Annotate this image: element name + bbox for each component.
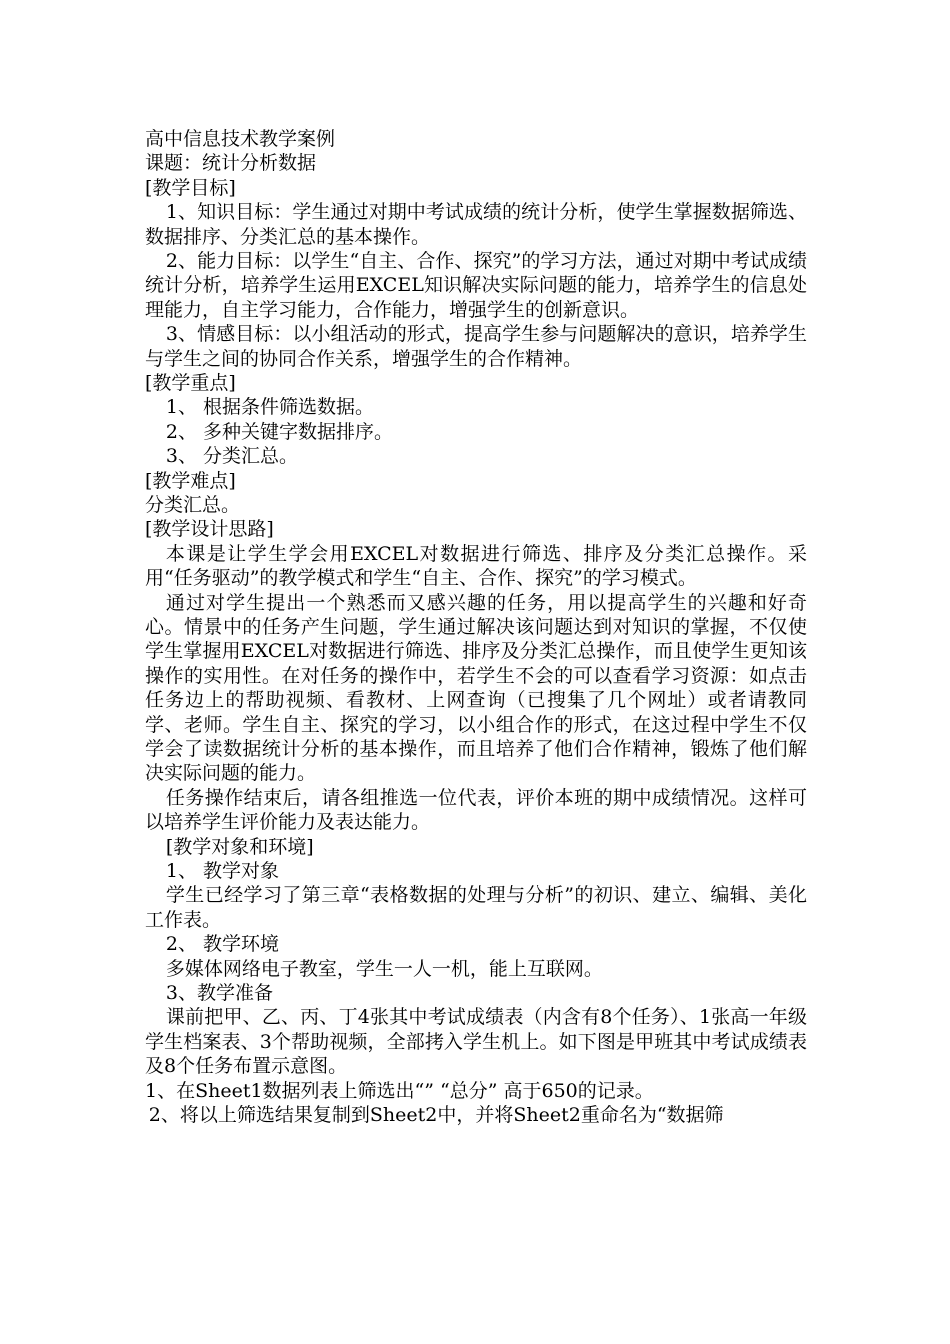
design-paragraph-2: 通过对学生提出一个熟悉而又感兴趣的任务，用以提高学生的兴趣和好奇心。情景中的任务产生问题，学生通过解决该问题达到对知识的掌握，不仅使学生掌握用EXCEL对数据进行筛选、排序及分类汇总操作，而且使学生更知该操作的实用性。在对任务的操作中，若学生不会的可以查看学习资源：如点击任务边上的帮助视频、看教材、上网查询（已搜集了几个网址）或者请教同学、老师。学生自主、探究的学习，以小组合作的形式，在这过程中学生不仅学会了读数据统计分析的基本操作，而且培养了他们合作精神，锻炼了他们解决实际问题的能力。	[145, 591, 807, 785]
task-1: 1、在Sheet1数据列表上筛选出“” “总分” 高于650的记录。	[145, 1079, 654, 1102]
key-point-2: 2、 多种关键字数据排序。	[165, 420, 394, 443]
env-text-1: 学生已经学习了第三章“表格数据的处理与分析”的初识、建立、编辑、美化工作表。	[145, 884, 807, 931]
heading-difficult-points: [教学难点]	[145, 469, 236, 492]
env-subheading-3: 3、教学准备	[165, 982, 273, 1004]
lesson-subject: 课题：统计分析数据	[145, 152, 317, 175]
objective-emotion: 3、情感目标：以小组活动的形式，提高学生参与问题解决的意识，培养学生与学生之间的协同合作关系，增强学生的合作精神。	[145, 323, 807, 370]
env-subheading-1: 1、 教学对象	[165, 860, 280, 883]
objective-ability: 2、能力目标：以学生“自主、合作、探究”的学习方法，通过对期中考试成绩统计分析，培养学生运用EXCEL知识解决实际问题的能力，培养学生的信息处理能力，自主学习能力，合作能力，增强学生的创新意识。	[145, 249, 807, 321]
task-2: 2、将以上筛选结果复制到Sheet2中，并将Sheet2重命名为“数据筛	[148, 1104, 724, 1126]
heading-design: [教学设计思路]	[145, 518, 274, 541]
env-text-3: 课前把甲、乙、丙、丁4张其中考试成绩表（内含有8个任务）、1张高一年级学生档案表、3个帮助视频，全部拷入学生机上。如下图是甲班其中考试成绩表及8个任务布置示意图。	[145, 1006, 807, 1078]
difficult-point: 分类汇总。	[145, 493, 241, 516]
key-point-1: 1、 根据条件筛选数据。	[165, 396, 375, 419]
objective-knowledge: 1、知识目标：学生通过对期中考试成绩的统计分析，使学生掌握数据筛选、数据排序、分类汇总的基本操作。	[145, 201, 807, 248]
document-page	[145, 127, 807, 1127]
design-paragraph-1: 本课是让学生学会用EXCEL对数据进行筛选、排序及分类汇总操作。采用“任务驱动”的教学模式和学生“自主、合作、探究”的学习模式。	[145, 542, 807, 590]
design-paragraph-3: 任务操作结束后，请各组推选一位代表，评价本班的期中成绩情况。这样可以培养学生评价能力及表达能力。	[145, 786, 807, 834]
env-text-2: 多媒体网络电子教室，学生一人一机，能上互联网。	[165, 957, 603, 980]
heading-key-points: [教学重点]	[145, 372, 236, 395]
document-title: 高中信息技术教学案例	[145, 128, 336, 150]
env-subheading-2: 2、 教学环境	[165, 933, 280, 956]
heading-objectives: [教学目标]	[145, 176, 236, 199]
heading-environment: [教学对象和环境]	[165, 835, 314, 858]
key-point-3: 3、 分类汇总。	[165, 445, 299, 468]
